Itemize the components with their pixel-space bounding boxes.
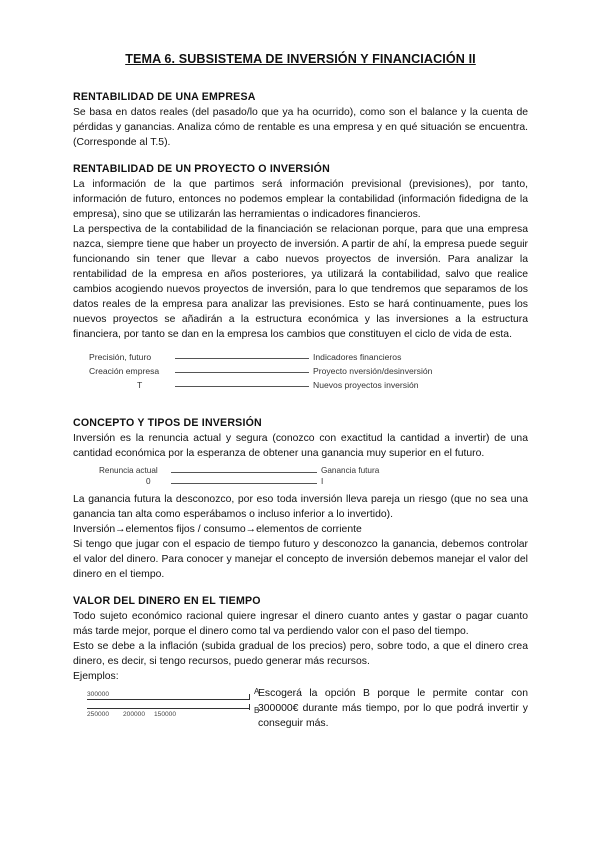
diagram-left-label: T bbox=[137, 380, 143, 390]
page-title: TEMA 6. SUBSISTEMA DE INVERSIÓN Y FINANCIACIÓN II bbox=[125, 52, 476, 66]
timeline-value: 250000 bbox=[87, 711, 110, 718]
diagram-left-label: Renuncia actual bbox=[99, 466, 158, 475]
diagram-arrow-line bbox=[175, 358, 309, 359]
example-block bbox=[73, 686, 528, 736]
paragraph-concepto-2: La ganancia futura la desconozco, por eso toda inversión lleva pareja un riesgo (que no sea una ganancia tan alta como esperábamos o incluso inferior a lo invertido). bbox=[73, 494, 528, 520]
paragraph-concepto-1: Inversión es la renuncia actual y segura (conozco con exactitud la cantidad a invertir) de una cantidad económica por la esperanza de obtener una ganancia muy superior en el futuro. bbox=[73, 433, 528, 459]
diagram-row bbox=[73, 352, 528, 365]
diagram-left-label: Creación empresa bbox=[89, 366, 160, 376]
diagram-proyecto bbox=[73, 352, 528, 398]
timeline-axis bbox=[87, 708, 249, 709]
diagram-right-label: Nuevos proyectos inversión bbox=[313, 380, 419, 390]
example-explanation: Escogerá la opción B porque le permite contar con 300000€ durante más tiempo, por lo que podrá invertir y conseguir más. bbox=[258, 688, 528, 729]
timeline-tick bbox=[249, 704, 250, 710]
timeline-tag: B bbox=[254, 706, 260, 715]
diagram-right-label: Indicadores financieros bbox=[313, 352, 402, 362]
paragraph-concepto-3: Inversión→elementos fijos / consumo→elementos de corriente bbox=[73, 524, 362, 535]
diagram-left-label: Precisión, futuro bbox=[89, 352, 152, 362]
heading-valor-dinero: VALOR DEL DINERO EN EL TIEMPO bbox=[73, 595, 261, 607]
diagram-right-label: I bbox=[321, 477, 324, 486]
diagram-concepto bbox=[73, 464, 528, 490]
timeline-tag: A bbox=[254, 687, 260, 696]
diagram-arrow-line bbox=[171, 483, 317, 484]
paragraph-rentabilidad-proyecto-1: La información de la que partimos será información previsional (previsiones), por tanto, información de futuro, entonces no podemos emplear la contabilidad (información fidedigna de la empresa), sino que se utilizarán las herramientas o indicadores financieros. bbox=[73, 179, 528, 220]
heading-rentabilidad-empresa: RENTABILIDAD DE UNA EMPRESA bbox=[73, 91, 256, 103]
heading-rentabilidad-proyecto: RENTABILIDAD DE UN PROYECTO O INVERSIÓN bbox=[73, 163, 330, 175]
diagram-row bbox=[73, 366, 528, 379]
document-page bbox=[73, 52, 528, 736]
diagram-right-label: Proyecto nversión/desinversión bbox=[313, 366, 433, 376]
paragraph-valor-2: Esto se debe a la inflación (subida gradual de los precios) pero, sobre todo, a que el dinero crea dinero, es decir, si tengo recursos, puedo generar más recursos. bbox=[73, 641, 528, 667]
diagram-arrow-line bbox=[171, 472, 317, 473]
paragraph-concepto-4: Si tengo que jugar con el espacio de tiempo futuro y desconozco la ganancia, debemos controlar el valor del dinero. Para conocer y manejar el concepto de inversión debemos manejar el valor del dinero en el tiempo. bbox=[73, 539, 528, 580]
diagram-row bbox=[73, 380, 528, 393]
diagram-right-label: Ganancia futura bbox=[321, 466, 380, 475]
paragraph-rentabilidad-empresa: Se basa en datos reales (del pasado/lo que ya ha ocurrido), como son el balance y la cuenta de pérdidas y ganancias. Analiza cómo de rentable es una empresa y en qué situación se encuentra. (Corresponde al T.5). bbox=[73, 107, 528, 148]
diagram-arrow-line bbox=[175, 372, 309, 373]
examples-label: Ejemplos: bbox=[73, 671, 119, 682]
heading-concepto-inversion: CONCEPTO Y TIPOS DE INVERSIÓN bbox=[73, 417, 262, 429]
paragraph-rentabilidad-proyecto-2: La perspectiva de la contabilidad de la financiación se relacionan porque, para que una empresa nazca, siempre tiene que haber un proyecto de inversión. A partir de ahí, la empresa puede seguir funcionando sin tener que llevar a cabo nuevos proyectos de inversión. Para analizar la rentabilidad de la empresa en años posteriores, ya utilizará la contabilidad, salvo que realice cambios acogiendo nuevos proyectos de inversión, para lo que tendremos que separamos de los datos reales de la empresa para analizar las previsiones. Esto se hará continuamente, pues los nuevos proyectos se añadirán a la estructura económica y las inversiones a la estructura financiera, por tanto se dan en la empresa los cambios que constituyen el ciclo de vida de esta. bbox=[73, 224, 528, 340]
diagram-left-label: 0 bbox=[146, 477, 151, 486]
timeline-tick bbox=[249, 694, 250, 700]
timeline-value: 150000 bbox=[154, 711, 177, 718]
timeline-value: 200000 bbox=[123, 711, 146, 718]
paragraph-valor-1: Todo sujeto económico racional quiere ingresar el dinero cuanto antes y gastar o pagar cuanto más tarde mejor, porque el dinero como tal va perdiendo valor con el paso del tiempo. bbox=[73, 611, 528, 637]
diagram-arrow-line bbox=[175, 386, 309, 387]
timeline-axis bbox=[87, 699, 249, 700]
timeline-value: 300000 bbox=[87, 691, 110, 698]
